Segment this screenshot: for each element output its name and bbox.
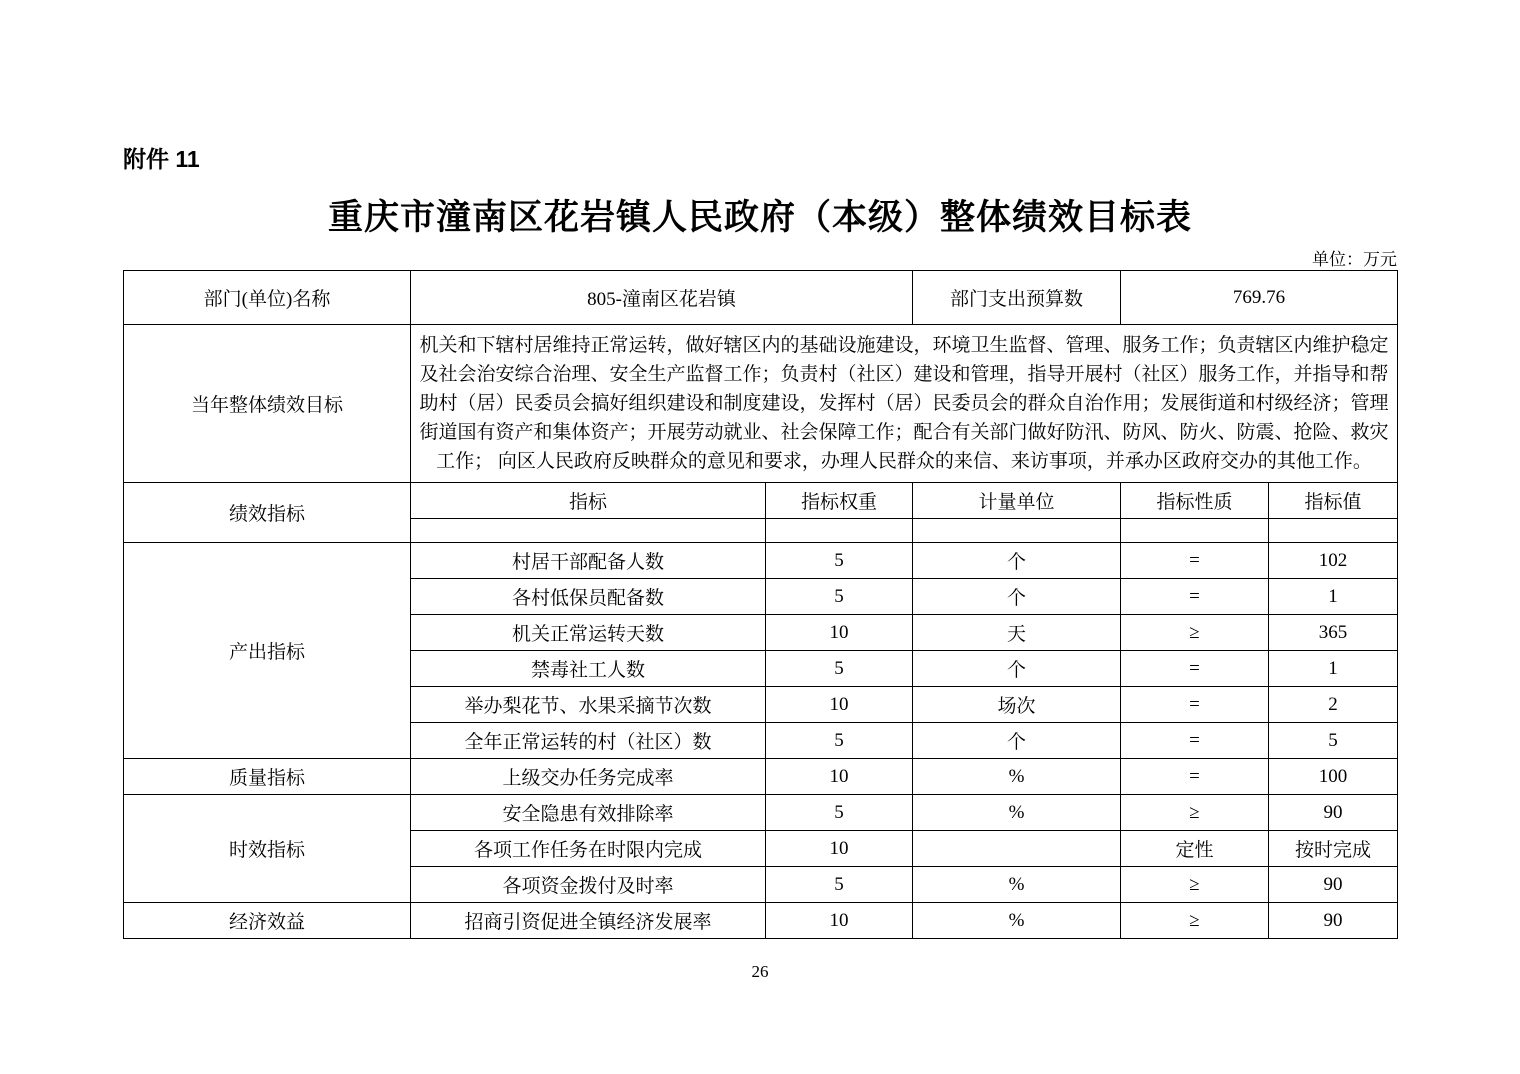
unit-cell: 个 [913,723,1121,759]
header-weight: 指标权重 [766,483,913,519]
value-cell: 90 [1269,795,1398,831]
weight-cell: 5 [766,795,913,831]
indicator-cell: 全年正常运转的村（社区）数 [411,723,766,759]
page-number: 26 [751,962,769,981]
unit-note: 单位：万元 [1312,250,1397,269]
value-cell: 5 [1269,723,1398,759]
weight-cell: 10 [766,615,913,651]
dept-row [124,271,1398,325]
unit-cell: 场次 [913,687,1121,723]
dept-name-value: 805-潼南区花岩镇 [411,271,913,325]
header-unit: 计量单位 [913,483,1121,519]
indicator-cell: 各项资金拨付及时率 [411,867,766,903]
unit-cell: 个 [913,651,1121,687]
indicator-header-row [124,483,1398,519]
weight-cell: 10 [766,831,913,867]
goal-text: 机关和下辖村居维持正常运转，做好辖区内的基础设施建设，环境卫生监督、管理、服务工作；负责辖区内维护稳定及社会治安综合治理、安全生产监督工作；负责村（社区）建设和管理，指导开展村（社区）服务工作，并指导和帮助村（居）民委员会搞好组织建设和制度建设，发挥村（居）民委员会的群众自治作用；发展街道和村级经济；管理街道国有资产和集体资产；开展劳动就业、社会保障工作；配合有关部门做好防汛、防风、防火、防震、抢险、救灾工作； 向区人民政府反映群众的意见和要求，办理人民群众的来信、来访事项，并承办区政府交办的其他工作。 [411,325,1398,483]
table-row [124,795,1398,831]
perf-indicator-label: 绩效指标 [124,483,411,543]
dept-name-label: 部门(单位)名称 [124,271,411,325]
nature-cell: ≥ [1121,903,1269,939]
empty-cell [1121,519,1269,543]
nature-cell: 定性 [1121,831,1269,867]
empty-cell [913,519,1121,543]
budget-label: 部门支出预算数 [913,271,1121,325]
indicator-cell: 村居干部配备人数 [411,543,766,579]
nature-cell: = [1121,759,1269,795]
table-row [124,759,1398,795]
weight-cell: 5 [766,867,913,903]
weight-cell: 10 [766,687,913,723]
budget-value: 769.76 [1121,271,1398,325]
indicator-cell: 各项工作任务在时限内完成 [411,831,766,867]
header-value: 指标值 [1269,483,1398,519]
attachment-label: 附件 11 [123,146,200,172]
unit-cell: 天 [913,615,1121,651]
weight-cell: 5 [766,723,913,759]
nature-cell: = [1121,687,1269,723]
unit-cell: 个 [913,579,1121,615]
weight-cell: 5 [766,543,913,579]
section-label-output: 产出指标 [124,543,411,759]
value-cell: 90 [1269,903,1398,939]
empty-cell [1269,519,1398,543]
performance-target-table [123,270,1398,939]
weight-cell: 10 [766,759,913,795]
empty-cell [766,519,913,543]
indicator-cell: 招商引资促进全镇经济发展率 [411,903,766,939]
indicator-cell: 禁毒社工人数 [411,651,766,687]
value-cell: 1 [1269,579,1398,615]
section-label-timeliness: 时效指标 [124,795,411,903]
page-title: 重庆市潼南区花岩镇人民政府（本级）整体绩效目标表 [327,198,1192,237]
weight-cell: 5 [766,579,913,615]
nature-cell: ≥ [1121,615,1269,651]
goal-label: 当年整体绩效目标 [124,325,411,483]
value-cell: 365 [1269,615,1398,651]
nature-cell: = [1121,579,1269,615]
table-row [124,903,1398,939]
weight-cell: 10 [766,903,913,939]
nature-cell: = [1121,651,1269,687]
unit-cell [913,831,1121,867]
goal-row [124,325,1398,483]
unit-cell: % [913,903,1121,939]
unit-cell: % [913,795,1121,831]
weight-cell: 5 [766,651,913,687]
section-label-economic: 经济效益 [124,903,411,939]
indicator-cell: 机关正常运转天数 [411,615,766,651]
unit-cell: 个 [913,543,1121,579]
nature-cell: = [1121,723,1269,759]
indicator-cell: 安全隐患有效排除率 [411,795,766,831]
nature-cell: ≥ [1121,867,1269,903]
nature-cell: ≥ [1121,795,1269,831]
value-cell: 102 [1269,543,1398,579]
indicator-cell: 举办梨花节、水果采摘节次数 [411,687,766,723]
value-cell: 100 [1269,759,1398,795]
value-cell: 1 [1269,651,1398,687]
table-row [124,543,1398,579]
header-indicator: 指标 [411,483,766,519]
indicator-cell: 各村低保员配备数 [411,579,766,615]
indicator-cell: 上级交办任务完成率 [411,759,766,795]
unit-cell: % [913,759,1121,795]
header-nature: 指标性质 [1121,483,1269,519]
value-cell: 90 [1269,867,1398,903]
unit-cell: % [913,867,1121,903]
nature-cell: = [1121,543,1269,579]
empty-cell [411,519,766,543]
value-cell: 2 [1269,687,1398,723]
section-label-quality: 质量指标 [124,759,411,795]
value-cell: 按时完成 [1269,831,1398,867]
